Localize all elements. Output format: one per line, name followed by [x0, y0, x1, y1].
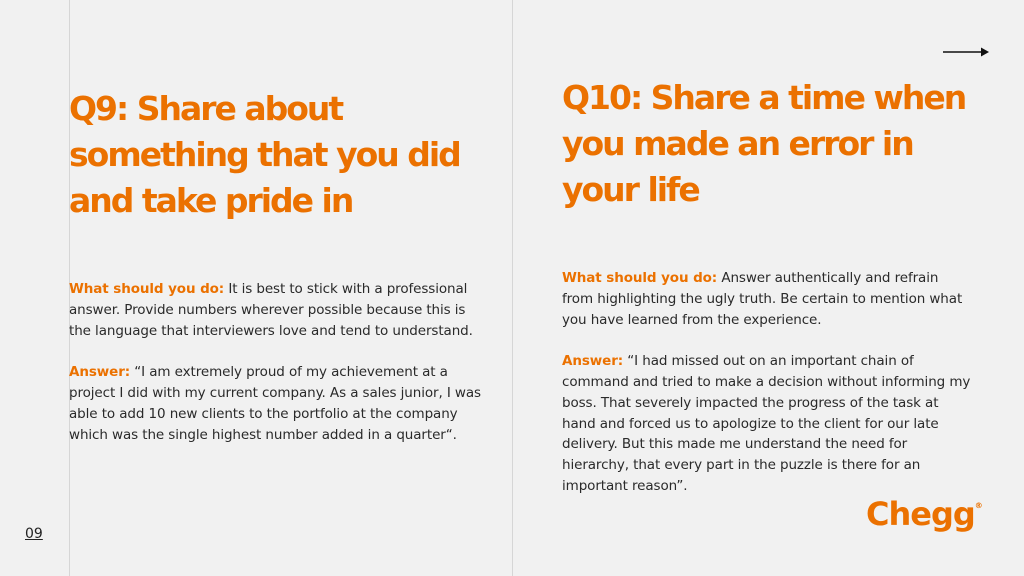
q10-advice-label: What should you do: — [562, 270, 718, 286]
q9-advice — [69, 279, 481, 341]
q10-content — [562, 268, 972, 497]
q9-heading: Q9: Share about something that you did and take pride in — [69, 89, 460, 220]
q10-answer-text: “I had missed out on an important chain of command and tried to make a decision without informing my boss. That severely impacted the progress of the task at hand and forced us to apologize to the client for our late delivery. But this made me understand the need for hierarchy, that every part in the puzzle is there for an important reason”. — [562, 353, 971, 494]
q9-advice-label: What should you do: — [69, 281, 225, 297]
q10-heading: Q10: Share a time when you made an error in your life — [562, 78, 966, 209]
q10-advice — [562, 268, 972, 330]
q10-answer — [562, 351, 972, 497]
chegg-logo — [866, 495, 983, 533]
q9-advice-text: It is best to stick with a professional answer. Provide numbers wherever possible because this is the language that interviewers love and tend to understand. — [69, 281, 473, 339]
q10-answer-label: Answer: — [562, 353, 624, 370]
registered-mark: ® — [974, 501, 983, 510]
q9-answer-text: “I am extremely proud of my achievement at a project I did with my current company. As a sales junior, I was able to add 10 new clients to the portfolio at the company which was the single highest number added in a quarter“. — [69, 364, 481, 443]
page-number: 09 — [25, 526, 43, 542]
q9-answer — [69, 362, 481, 445]
arrow-right-icon[interactable] — [942, 44, 990, 60]
q9-content — [69, 279, 481, 445]
brand-name: Chegg — [866, 495, 975, 533]
column-divider — [512, 0, 513, 576]
q10-advice-text: Answer authentically and refrain from highlighting the ugly truth. Be certain to mention what you have learned from the experience. — [562, 270, 963, 328]
q9-answer-label: Answer: — [69, 364, 131, 381]
